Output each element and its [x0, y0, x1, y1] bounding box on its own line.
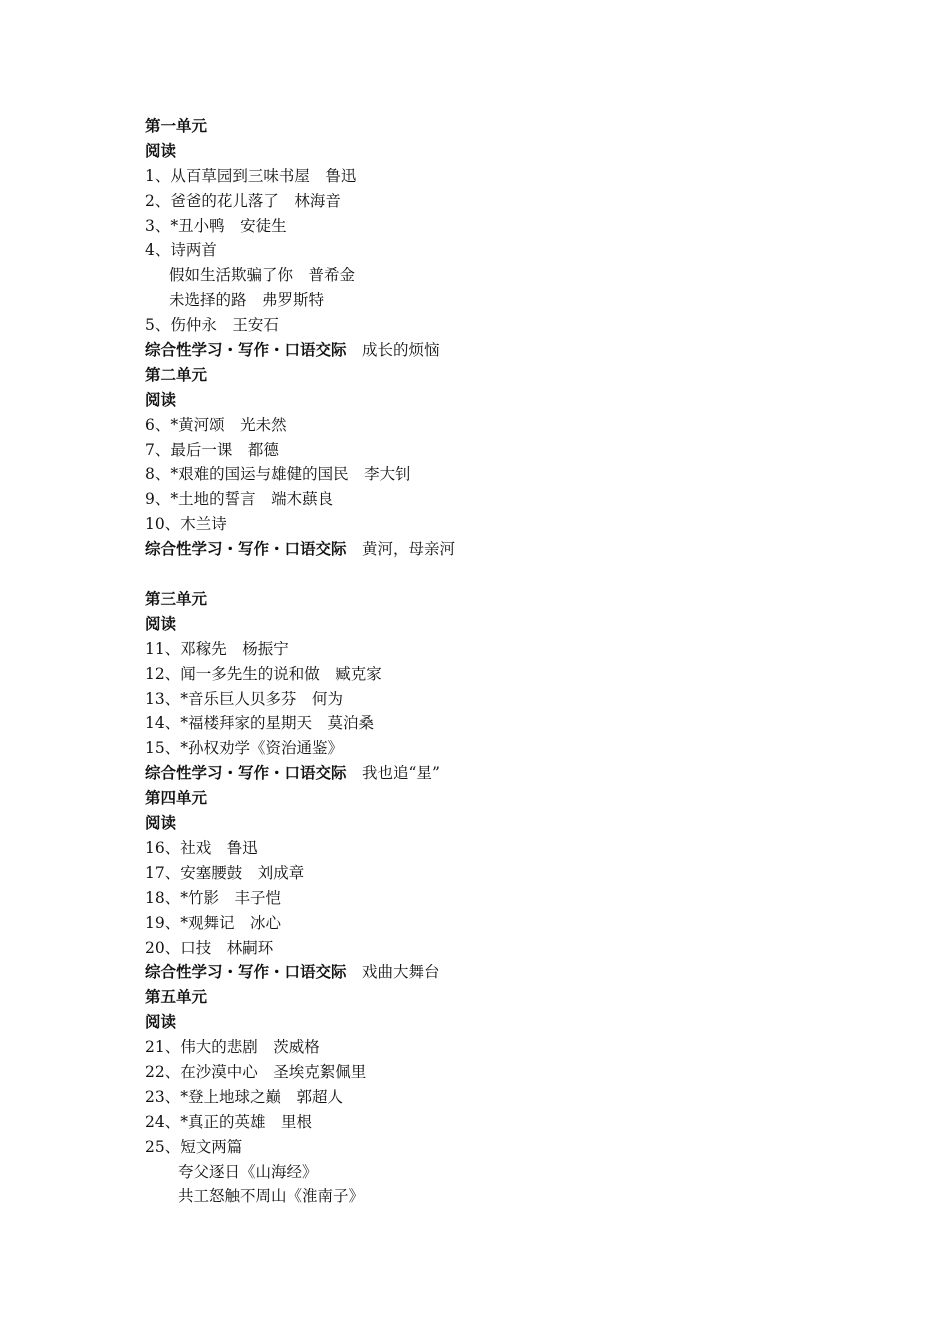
comprehensive-study-line: [145, 761, 845, 786]
section-heading: 阅读: [145, 389, 177, 409]
comprehensive-study-topic: 戏曲大舞台: [362, 963, 440, 982]
comprehensive-study-heading: 综合性学习・写作・口语交际: [145, 763, 347, 783]
list-item: 17、安塞腰鼓 刘成章: [145, 863, 305, 882]
comprehensive-study-heading: 综合性学习・写作・口语交际: [145, 340, 347, 360]
comprehensive-study-heading: 综合性学习・写作・口语交际: [145, 539, 347, 559]
list-item: 19、*观舞记 冰心: [145, 913, 281, 932]
list-item: 12、闻一多先生的说和做 臧克家: [145, 664, 382, 683]
unit-title: 第一单元: [145, 116, 208, 135]
list-item: 3、*丑小鸭 安徒生: [145, 216, 287, 235]
list-item: 22、在沙漠中心 圣埃克絮佩里: [145, 1062, 367, 1081]
comprehensive-study-line: [145, 960, 845, 985]
list-item: 2、爸爸的花儿落了 林海音: [145, 191, 341, 210]
unit-title: 第三单元: [145, 589, 208, 609]
list-item: 21、伟大的悲剧 茨威格: [145, 1038, 320, 1057]
sub-list-item: 共工怒触不周山《淮南子》: [178, 1187, 365, 1206]
list-item: 7、最后一课 都德: [145, 440, 279, 459]
section-heading: 阅读: [145, 140, 177, 160]
comprehensive-study-topic: 我也追“星”: [362, 764, 440, 783]
comprehensive-study-line: [145, 537, 845, 562]
comprehensive-study-topic: 黄河，母亲河: [362, 540, 456, 559]
section-heading: 阅读: [145, 813, 177, 833]
comprehensive-study-heading: 综合性学习・写作・口语交际: [145, 962, 347, 982]
list-item: 1、从百草园到三味书屋 鲁迅: [145, 166, 357, 185]
list-item: 14、*福楼拜家的星期天 莫泊桑: [145, 714, 374, 733]
table-of-contents: [145, 114, 845, 1209]
list-item: 13、*音乐巨人贝多芬 何为: [145, 689, 343, 708]
list-item: 15、*孙权劝学《资治通鉴》: [145, 739, 343, 758]
list-item: 9、*土地的誓言 端木蕻良: [145, 490, 334, 509]
list-item: 5、伤仲永 王安石: [145, 316, 279, 335]
list-item: 6、*黄河颂 光未然: [145, 415, 287, 434]
list-item: 11、邓稼先 杨振宁: [145, 639, 289, 658]
sub-list-item: 未选择的路 弗罗斯特: [169, 291, 325, 310]
blank-line: [145, 562, 845, 587]
section-heading: 阅读: [145, 1012, 177, 1032]
list-item: 8、*艰难的国运与雄健的国民 李大钊: [145, 465, 411, 484]
list-item: 16、社戏 鲁迅: [145, 838, 258, 857]
list-item: 23、*登上地球之巅 郭超人: [145, 1087, 343, 1106]
unit-title: 第五单元: [145, 987, 208, 1007]
list-item: 10、木兰诗: [145, 515, 227, 534]
sub-list-item: 假如生活欺骗了你 普希金: [169, 266, 356, 285]
list-item: 20、口技 林嗣环: [145, 938, 274, 957]
list-item: 4、诗两首: [145, 241, 217, 260]
unit-title: 第二单元: [145, 364, 208, 384]
comprehensive-study-line: [145, 338, 845, 363]
unit-title: 第四单元: [145, 788, 208, 808]
list-item: 24、*真正的英雄 里根: [145, 1112, 312, 1131]
list-item: 25、短文两篇: [145, 1137, 243, 1156]
section-heading: 阅读: [145, 613, 177, 633]
sub-list-item: 夸父逐日《山海经》: [178, 1162, 318, 1181]
list-item: 18、*竹影 丰子恺: [145, 888, 281, 907]
comprehensive-study-topic: 成长的烦恼: [362, 341, 440, 360]
